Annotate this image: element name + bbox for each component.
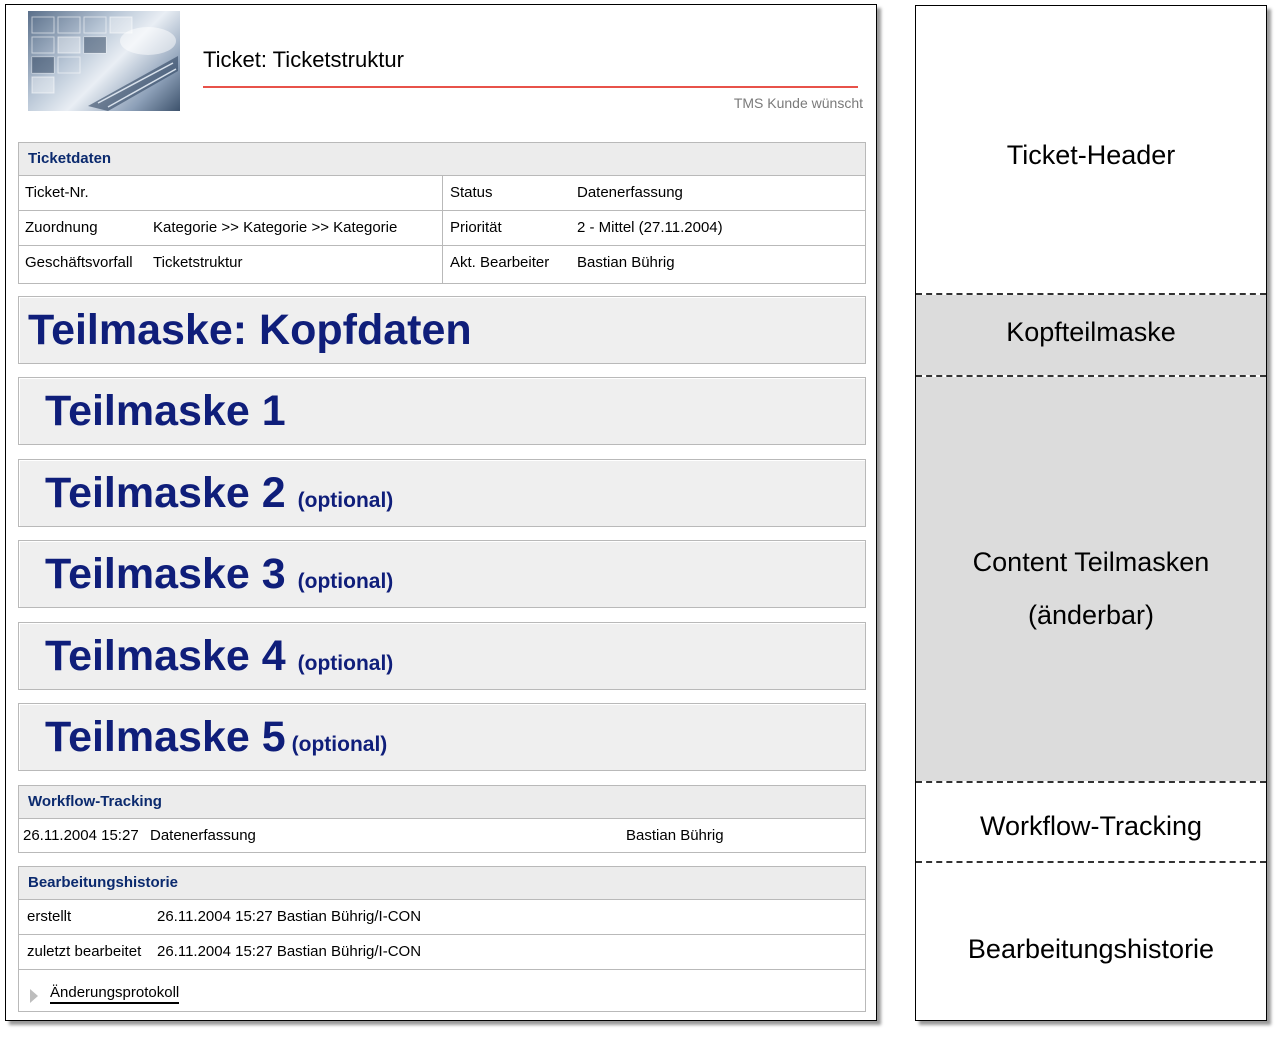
legend-label: Content Teilmasken	[972, 547, 1210, 577]
teilmaske-2[interactable]	[18, 459, 866, 527]
history-heading: Bearbeitungshistorie	[19, 867, 865, 900]
ticketdaten-heading: Ticketdaten	[19, 143, 865, 176]
mask-title: Teilmaske 4	[45, 632, 286, 680]
legend-label-sub: (änderbar)	[1027, 600, 1155, 630]
change-log-link[interactable]: Änderungsprotokoll	[50, 984, 179, 1004]
workflow-panel	[18, 785, 866, 853]
structure-legend	[915, 5, 1267, 1021]
table-row	[19, 246, 865, 280]
legend-ticket-header	[916, 6, 1266, 293]
history-value: 26.11.2004 15:27 Bastian Bührig/I-CON	[157, 908, 422, 925]
ticketdaten-panel	[18, 142, 866, 284]
field-value: 2 - Mittel (27.11.2004)	[577, 219, 723, 236]
table-row	[19, 176, 865, 211]
field-value: Datenerfassung	[577, 184, 683, 201]
field-label: Akt. Bearbeiter	[450, 254, 550, 271]
workflow-user: Bastian Bührig	[626, 827, 724, 844]
mask-title: Teilmaske 5	[45, 713, 286, 761]
optional-tag: (optional)	[291, 733, 388, 756]
logo-image	[28, 11, 180, 111]
legend-label: Kopfteilmaske	[1006, 317, 1176, 347]
legend-workflow-tracking	[916, 783, 1266, 861]
workflow-heading: Workflow-Tracking	[19, 786, 865, 819]
teilmaske-3[interactable]	[18, 540, 866, 608]
field-label: Status	[450, 184, 493, 201]
legend-content-teilmasken	[916, 377, 1266, 781]
teilmaske-4[interactable]	[18, 622, 866, 690]
legend-label: Workflow-Tracking	[979, 811, 1203, 841]
title-underline	[203, 86, 858, 88]
optional-tag: (optional)	[297, 652, 394, 675]
field-label: Ticket-Nr.	[25, 184, 89, 201]
table-row	[19, 900, 865, 935]
field-label: Priorität	[450, 219, 502, 236]
field-value: Kategorie >> Kategorie >> Kategorie	[153, 219, 398, 236]
legend-kopfteilmaske	[916, 295, 1266, 375]
optional-tag: (optional)	[297, 489, 394, 512]
field-value: Ticketstruktur	[153, 254, 243, 271]
mask-title: Teilmaske 3	[45, 550, 286, 598]
field-value: Bastian Bührig	[577, 254, 675, 271]
mask-title: Teilmaske: Kopfdaten	[28, 306, 472, 354]
ticket-form	[5, 4, 877, 1021]
workflow-step: Datenerfassung	[150, 827, 256, 844]
legend-label: Ticket-Header	[1006, 140, 1176, 170]
table-row	[19, 211, 865, 246]
workflow-date: 26.11.2004 15:27	[23, 827, 139, 844]
table-row	[19, 819, 865, 853]
history-value: 26.11.2004 15:27 Bastian Bührig/I-CON	[157, 943, 422, 960]
mask-title: Teilmaske 2	[45, 469, 286, 517]
legend-label: Bearbeitungshistorie	[967, 934, 1215, 964]
mask-title: Teilmaske 1	[45, 387, 286, 435]
field-label: Zuordnung	[25, 219, 98, 236]
table-row	[19, 935, 865, 970]
teilmaske-1[interactable]	[18, 377, 866, 445]
field-label: Geschäftsvorfall	[25, 254, 133, 271]
history-label: zuletzt bearbeitet	[27, 943, 142, 960]
optional-tag: (optional)	[297, 570, 394, 593]
page-title: Ticket: Ticketstruktur	[203, 47, 404, 72]
legend-bearbeitungshistorie	[916, 863, 1266, 1020]
history-label: erstellt	[27, 908, 72, 925]
expand-triangle-icon[interactable]	[30, 989, 38, 1003]
teilmaske-5[interactable]	[18, 703, 866, 771]
teilmaske-kopfdaten[interactable]	[18, 296, 866, 364]
page-subtitle: TMS Kunde wünscht	[733, 95, 863, 111]
